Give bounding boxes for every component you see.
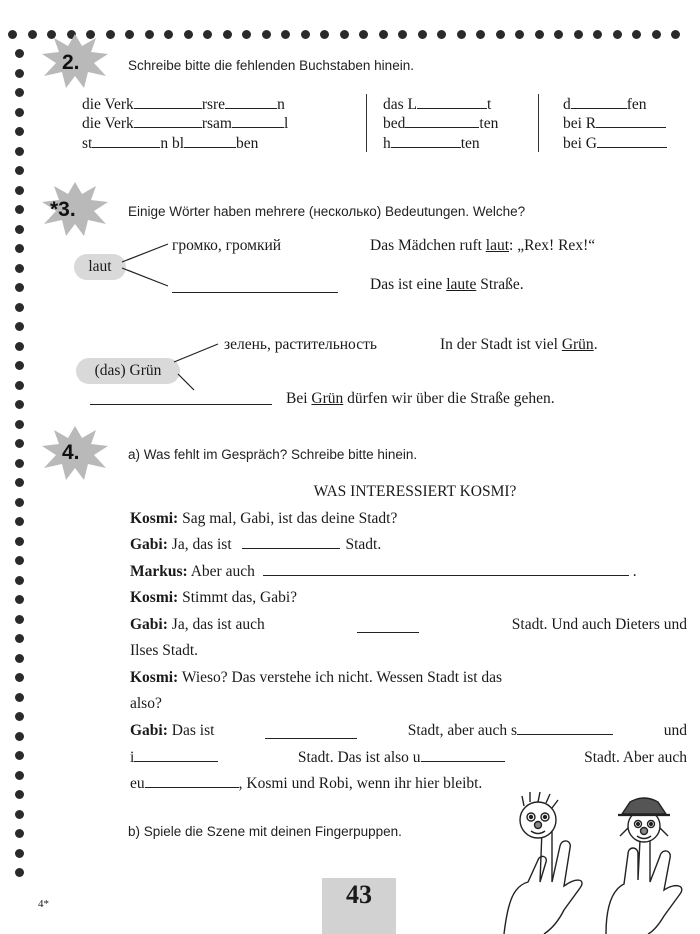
border-dot (15, 595, 24, 604)
meaning-gruen: зелень, растительность (224, 336, 377, 353)
border-dot (15, 88, 24, 97)
dialogue-line-9: Gabi: Das ist Stadt, aber auch s und (130, 722, 687, 739)
border-dot (340, 30, 349, 39)
border-dot (15, 751, 24, 760)
exercise-2-instruction: Schreibe bitte die fehlenden Buchstaben hinein. (128, 58, 414, 73)
column-divider (538, 94, 539, 152)
border-dot (15, 829, 24, 838)
border-dot (15, 147, 24, 156)
border-dot (281, 30, 290, 39)
border-dot (242, 30, 251, 39)
border-dot (15, 790, 24, 799)
border-dot (15, 186, 24, 195)
ex2-col3-row-1: d fen (563, 96, 647, 113)
border-dot (535, 30, 544, 39)
connector-lines (172, 336, 224, 396)
border-dot (15, 673, 24, 682)
word-gruen: (das) Grün (76, 358, 180, 384)
exercise-2-number: 2. (62, 51, 80, 74)
border-dot (15, 264, 24, 273)
border-dot (15, 303, 24, 312)
border-dot (15, 712, 24, 721)
meaning-laut: громко, громкий (172, 237, 282, 254)
ex2-col3-row-2: bei R (563, 113, 666, 133)
border-dot (15, 244, 24, 253)
ex2-row-2: die Verk rsam l (82, 115, 289, 132)
border-dot (223, 30, 232, 39)
border-dot (15, 849, 24, 858)
border-dot (320, 30, 329, 39)
border-dot (554, 30, 563, 39)
exercise-3-number: *3. (50, 198, 76, 221)
border-dot (15, 615, 24, 624)
border-dot (164, 30, 173, 39)
dialogue-line-2: Gabi: Ja, das ist Stadt. (130, 536, 382, 553)
border-dot (457, 30, 466, 39)
border-dot (15, 810, 24, 819)
ex2-col2-row-1: das L t (383, 96, 492, 113)
border-dot (15, 576, 24, 585)
border-dot (613, 30, 622, 39)
answer-line-laut (172, 278, 338, 298)
border-dot (15, 108, 24, 117)
border-dot (632, 30, 641, 39)
border-dot (671, 30, 680, 39)
connector-lines (120, 240, 170, 290)
dialogue-line-4: Kosmi: Stimmt das, Gabi? (130, 589, 298, 606)
border-dot (15, 537, 24, 546)
border-dot (359, 30, 368, 39)
exercise-3-instruction: Einige Wörter haben mehrere (несколько) Bedeutungen. Welche? (128, 204, 526, 219)
exercise-4-number: 4. (62, 441, 80, 464)
border-dot (652, 30, 661, 39)
border-dot (15, 322, 24, 331)
ex2-col3-row-3: bei G (563, 133, 667, 153)
border-dot (15, 420, 24, 429)
exercise-4-instruction-b: b) Spiele die Szene mit deinen Fingerpuppen. (128, 824, 402, 839)
border-dot (145, 30, 154, 39)
ex2-row-1: die Verk rsre n (82, 96, 285, 113)
page-number: 43 (346, 880, 372, 909)
border-dot (15, 400, 24, 409)
border-dot (262, 30, 271, 39)
sheet-signature-mark: 4* (38, 898, 49, 910)
border-dot (15, 771, 24, 780)
border-dot (398, 30, 407, 39)
border-dot (593, 30, 602, 39)
word-laut: laut (74, 254, 126, 280)
ex2-col2-row-3: h ten (383, 135, 480, 152)
border-dot (476, 30, 485, 39)
border-dot (15, 693, 24, 702)
border-dot (28, 30, 37, 39)
border-dot (574, 30, 583, 39)
border-dot (301, 30, 310, 39)
border-dot (379, 30, 388, 39)
border-dot (15, 283, 24, 292)
dialogue-line-7: Kosmi: Wieso? Das verstehe ich nicht. Wessen Stadt ist das (130, 669, 503, 686)
border-dot (418, 30, 427, 39)
border-dot (15, 868, 24, 877)
sentence-gruen-2: Bei Grün dürfen wir über die Straße gehen. (286, 390, 555, 407)
border-dot (15, 205, 24, 214)
border-dot (15, 361, 24, 370)
border-dot (515, 30, 524, 39)
border-dot (15, 439, 24, 448)
dialogue-title: WAS INTERESSIERT KOSMI? (313, 483, 517, 500)
border-dot (437, 30, 446, 39)
dialogue-line-8: also? (130, 695, 162, 712)
border-dot (184, 30, 193, 39)
ex2-row-3: st n bl ben (82, 135, 259, 152)
border-dot (15, 517, 24, 526)
border-dot (203, 30, 212, 39)
border-dot (496, 30, 505, 39)
border-dot (15, 49, 24, 58)
border-dot (15, 634, 24, 643)
border-dot (15, 166, 24, 175)
border-dot (15, 732, 24, 741)
border-dot (125, 30, 134, 39)
sentence-gruen-1: In der Stadt ist viel Grün. (440, 336, 598, 353)
dialogue-line-11: eu , Kosmi und Robi, wenn ihr hier bleibt. (130, 775, 483, 792)
exercise-4-instruction-a: a) Was fehlt im Gespräch? Schreibe bitte hinein. (128, 447, 418, 462)
sentence-laut-2: Das ist eine laute Straße. (370, 276, 524, 293)
ex2-col2-row-2: bed ten (383, 115, 499, 132)
column-divider (366, 94, 367, 152)
dialogue-line-5: Gabi: Ja, das ist auch Stadt. Und auch Dieters und (130, 616, 687, 633)
border-dot (15, 654, 24, 663)
border-dot (8, 30, 17, 39)
border-dot (15, 459, 24, 468)
border-dot (15, 225, 24, 234)
border-dot (15, 127, 24, 136)
dialogue-line-6: Ilses Stadt. (130, 642, 199, 659)
dialogue-line-1: Kosmi: Sag mal, Gabi, ist das deine Stadt? (130, 510, 398, 527)
border-dot (15, 69, 24, 78)
sentence-laut-1: Das Mädchen ruft laut: „Rex! Rex!“ (370, 237, 596, 254)
dialogue-line-3: Markus: Aber auch . (130, 563, 637, 580)
border-dot (15, 342, 24, 351)
finger-puppets-illustration (494, 790, 700, 934)
answer-line-gruen (90, 390, 272, 410)
border-dot (15, 556, 24, 565)
dialogue-line-10: i Stadt. Das ist also u Stadt. Aber auch (130, 749, 687, 766)
border-dot (15, 381, 24, 390)
